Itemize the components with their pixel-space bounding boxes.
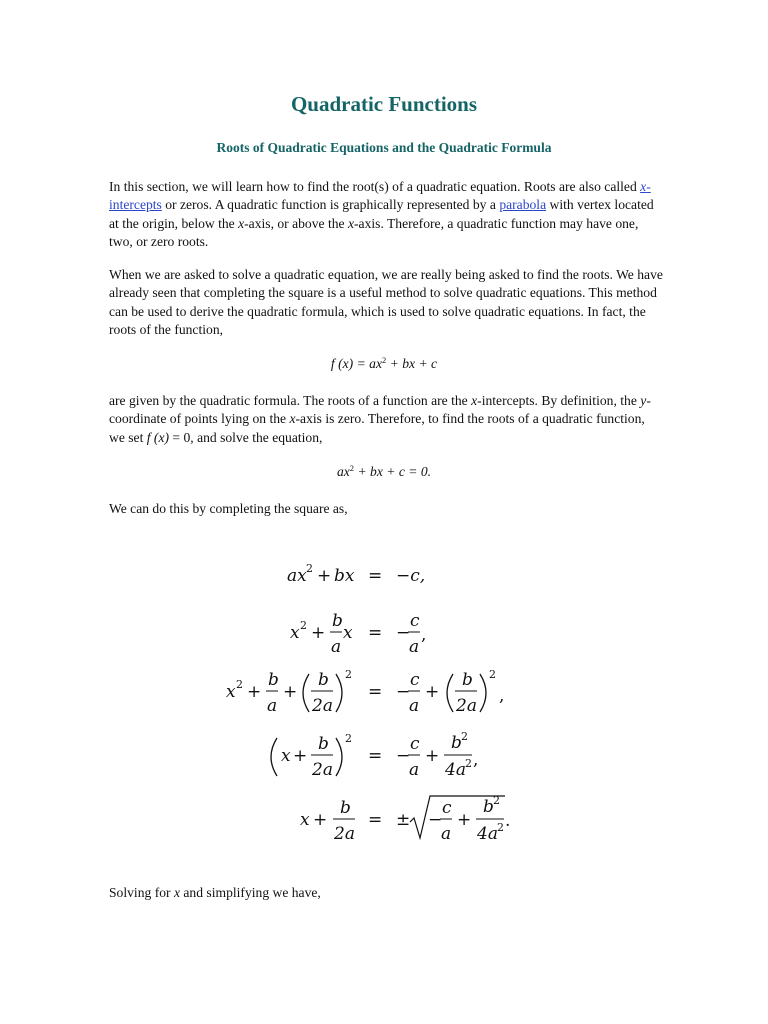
frac-num-b: b bbox=[318, 734, 329, 754]
frac-num-b: b bbox=[451, 733, 462, 753]
math-plus: + bbox=[311, 623, 326, 643]
math-minus: − bbox=[396, 746, 411, 766]
math-minus: − bbox=[396, 623, 411, 643]
derivation-line-2 bbox=[290, 611, 426, 657]
eq2-exponent: 2 bbox=[349, 463, 355, 473]
text-segment: = 0, and solve the equation, bbox=[169, 429, 323, 445]
text-segment: or zeros. A quadratic function is graphically represented by a bbox=[161, 197, 500, 213]
zero-equation bbox=[0, 464, 768, 480]
right-paren bbox=[480, 674, 486, 712]
page-title: Quadratic Functions bbox=[290, 92, 478, 116]
math-minus: − bbox=[428, 810, 443, 830]
solving-paragraph bbox=[109, 884, 664, 902]
text-segment: -axis. Therefore, a quadratic function may have one, two, or zero roots. bbox=[109, 215, 639, 250]
math-comma: , bbox=[499, 686, 505, 706]
var-x: x bbox=[289, 411, 296, 427]
roots-paragraph bbox=[109, 392, 664, 447]
frac-den-2a: 2a bbox=[334, 824, 355, 844]
link-x-italic[interactable]: x bbox=[640, 179, 647, 194]
equals-sign: = bbox=[368, 810, 383, 830]
var-x: x bbox=[347, 215, 355, 231]
frac-den-2a: 2a bbox=[312, 760, 333, 780]
frac-num-c: c bbox=[410, 611, 420, 631]
var-y: y bbox=[640, 393, 647, 408]
math-x: x bbox=[290, 623, 300, 643]
math-period: . bbox=[505, 811, 511, 831]
frac-num-b: b bbox=[462, 670, 473, 690]
math-x: x bbox=[281, 746, 291, 766]
var-fx: f (x) bbox=[146, 429, 170, 445]
math-plus: + bbox=[313, 810, 328, 830]
math-plus: + bbox=[425, 682, 440, 702]
eq1-exponent: 2 bbox=[382, 355, 387, 365]
math-exponent: 2 bbox=[300, 619, 307, 632]
math-x: x bbox=[343, 623, 353, 643]
text-segment: -coordinate of points lying on the bbox=[109, 393, 651, 427]
math-exponent: 2 bbox=[461, 730, 468, 743]
right-paren bbox=[336, 738, 342, 776]
frac-den-4a: 4a bbox=[477, 824, 498, 844]
frac-den-a: a bbox=[331, 637, 342, 657]
equals-sign: = bbox=[368, 623, 383, 643]
math-bx: bx bbox=[334, 566, 355, 586]
math-exponent: 2 bbox=[236, 678, 243, 691]
math-exponent: 2 bbox=[493, 794, 500, 807]
right-paren bbox=[336, 674, 342, 712]
frac-num-c: c bbox=[410, 670, 420, 690]
math-plus: + bbox=[283, 682, 298, 702]
frac-den-2a: 2a bbox=[456, 696, 477, 716]
eq2-lhs: ax bbox=[336, 464, 350, 479]
math-x: x bbox=[226, 682, 236, 702]
text-segment: -axis, or above the bbox=[244, 215, 348, 231]
derivation-line-5 bbox=[300, 794, 510, 844]
text-segment: -axis is zero. Therefore, to find the roots of a quadratic function, we set bbox=[109, 411, 645, 445]
math-ax: ax bbox=[287, 566, 307, 586]
intro-paragraph bbox=[109, 178, 664, 252]
text-segment: In this section, we will learn how to find the root(s) of a quadratic equation. Roots are also called bbox=[109, 179, 641, 194]
link-intercepts-text[interactable]: -intercepts bbox=[109, 179, 651, 213]
equals-sign: = bbox=[368, 746, 383, 766]
math-exponent: 2 bbox=[497, 821, 504, 834]
derivation-line-3 bbox=[226, 668, 504, 716]
frac-num-b: b bbox=[318, 670, 329, 690]
math-plus: + bbox=[293, 746, 308, 766]
frac-num-c: c bbox=[410, 734, 420, 754]
frac-den-a: a bbox=[409, 696, 420, 716]
method-paragraph: When we are asked to solve a quadratic equation, we are really being asked to find the roots. We have already seen that completing the square is a useful method to solve quadratic equations. This method can be used to derive the quadratic formula, which is used to solve quadratic equations. In fact, the roots of the function, bbox=[109, 267, 663, 338]
math-plus: + bbox=[247, 682, 262, 702]
equals-sign: = bbox=[368, 682, 383, 702]
function-equation bbox=[0, 356, 768, 372]
frac-den-a: a bbox=[409, 760, 420, 780]
frac-den-a: a bbox=[409, 637, 420, 657]
derivation-line-1 bbox=[287, 562, 425, 586]
equals-sign: = bbox=[368, 566, 383, 586]
eq2-rhs: + bx + c = 0. bbox=[354, 464, 432, 479]
frac-num-b: b bbox=[483, 797, 494, 817]
frac-den-4a: 4a bbox=[445, 760, 466, 780]
math-minus: − bbox=[396, 682, 411, 702]
math-plus: + bbox=[317, 566, 332, 586]
parabola-link[interactable]: parabola bbox=[499, 197, 547, 213]
text-segment: -intercepts. By definition, the bbox=[477, 393, 641, 408]
math-x: x bbox=[300, 810, 310, 830]
math-exponent: 2 bbox=[345, 668, 352, 681]
derivation-equations bbox=[0, 520, 768, 860]
math-exponent: 2 bbox=[306, 562, 313, 575]
page-subtitle: Roots of Quadratic Equations and the Quadratic Formula bbox=[216, 140, 552, 155]
left-paren bbox=[303, 674, 309, 712]
math-exponent: 2 bbox=[345, 732, 352, 745]
text-segment: and simplifying we have, bbox=[180, 885, 321, 900]
frac-num-b: b bbox=[268, 670, 279, 690]
completing-square-paragraph: We can do this by completing the square as, bbox=[109, 501, 348, 516]
math-plus: + bbox=[425, 746, 440, 766]
frac-num-b: b bbox=[340, 798, 351, 818]
left-paren bbox=[447, 674, 453, 712]
math-exponent: 2 bbox=[489, 668, 496, 681]
var-x: x bbox=[173, 885, 180, 900]
math-comma: , bbox=[473, 750, 479, 770]
math-exponent: 2 bbox=[465, 757, 472, 770]
text-segment: are given by the quadratic formula. The roots of a function are the bbox=[109, 393, 472, 408]
derivation-line-4 bbox=[271, 730, 478, 780]
math-neg-c: −c, bbox=[396, 566, 426, 586]
frac-den-a: a bbox=[267, 696, 278, 716]
frac-den-a: a bbox=[441, 824, 452, 844]
math-plus-minus: ± bbox=[396, 810, 411, 830]
frac-num-c: c bbox=[442, 798, 452, 818]
math-comma: , bbox=[421, 625, 427, 645]
text-segment: with vertex located at the origin, below the bbox=[109, 197, 654, 231]
eq1-lhs: f (x) = ax bbox=[330, 356, 382, 371]
frac-num-b: b bbox=[332, 611, 343, 631]
left-paren bbox=[271, 738, 277, 776]
var-x: x bbox=[471, 393, 478, 408]
text-segment: Solving for bbox=[109, 885, 174, 900]
math-plus: + bbox=[457, 810, 472, 830]
eq1-rhs: + bx + c bbox=[386, 356, 438, 371]
var-x: x bbox=[238, 215, 245, 231]
frac-den-2a: 2a bbox=[312, 696, 333, 716]
